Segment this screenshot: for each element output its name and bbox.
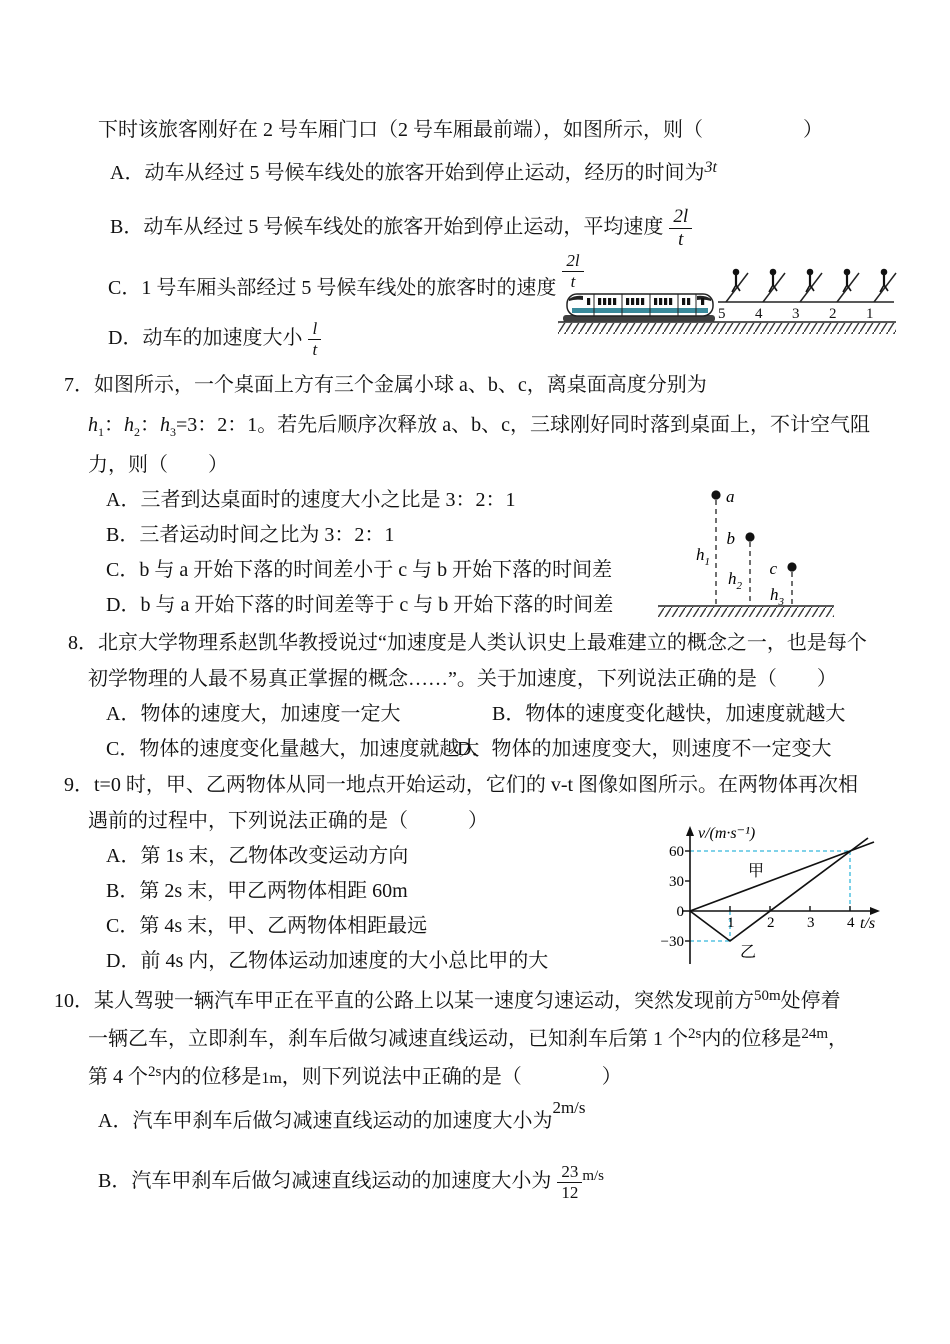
platform-number: 2: [829, 306, 837, 322]
ball-b: [745, 532, 754, 541]
q8-stem-line2: 初学物理的人最不易真正掌握的概念……”。关于加速度，下列说法正确的是（ ）: [88, 668, 837, 690]
q9-option-b: B．第 2s 末，甲乙两物体相距 60m: [106, 880, 408, 902]
q10-option-a-value: 2m/s: [552, 1098, 586, 1117]
q7-option-b: B．三者运动时间之比为 3：2：1: [106, 524, 395, 546]
q10-option-b-fraction: $\frac{23}{12}$: [557, 1163, 582, 1202]
vt-graph: [636, 816, 888, 970]
q6-option-b: [110, 207, 692, 250]
q10-option-b-unit: m/s: [582, 1167, 605, 1184]
q7-option-c: C．b 与 a 开始下落的时间差小于 c 与 b 开始下落的时间差: [106, 559, 613, 581]
ytick-neg30: −30: [660, 934, 684, 950]
q6-option-c: [108, 251, 584, 309]
height-dashed-lines: [716, 500, 792, 606]
platform-numbers: [718, 306, 874, 322]
q9-option-c: C．第 4s 末，甲、乙两物体相距最远: [106, 915, 428, 937]
q10-1m: 1m: [261, 1070, 282, 1087]
q9-stem-line2: 遇前的过程中，下列说法正确的是（ ）: [88, 810, 488, 832]
q9-stem-line1: 9．t=0 时，甲、乙两物体从同一地点开始运动，它们的 v-t 图像如图所示。在两物体再次相: [64, 774, 859, 796]
q7-option-d: D．b 与 a 开始下落的时间差等于 c 与 b 开始下落的时间差: [106, 594, 614, 616]
ball-c-label: c: [769, 559, 777, 578]
q10-stem-line2: 一辆乙车，立即刹车，刹车后做匀减速直线运动，已知刹车后第 1 个$^{2s}$内的位移是$^{24m}$，: [88, 1026, 849, 1050]
ball-a-label: a: [726, 487, 735, 506]
q7-option-a: A．三者到达桌面时的速度大小之比是 3：2：1: [106, 489, 516, 511]
xtick-4: 4: [847, 915, 855, 931]
q6-option-d: [108, 320, 321, 359]
y-axis-arrow: [686, 826, 694, 836]
series-yi-label: 乙: [740, 944, 757, 961]
q6-option-b-fraction: $\frac{2l}{t}$: [669, 207, 692, 250]
xtick-2: 2: [767, 915, 775, 931]
platform-number: 3: [792, 306, 800, 322]
q6-option-a-text: A．动车从经过 5 号候车线处的旅客开始到停止运动，经历的时间为: [110, 162, 705, 184]
xtick-1: 1: [727, 915, 735, 931]
q7-stem-line3: 力，则（ ）: [88, 454, 228, 476]
series-jia-line: [690, 842, 874, 911]
platform-number: 1: [866, 306, 874, 322]
q9-option-a: A．第 1s 末，乙物体改变运动方向: [106, 845, 409, 867]
q6-option-b-text: B．动车从经过 5 号候车线处的旅客开始到停止运动，平均速度: [110, 216, 664, 239]
platform-number: 4: [755, 306, 763, 322]
q10-option-b: B．汽车甲刹车后做匀减速直线运动的加速度大小为 $\frac{23}{12}$ $^{m/s}$: [98, 1162, 605, 1202]
q10-2s-a: 2s: [688, 1026, 702, 1042]
falling-balls-diagram: [650, 476, 842, 628]
train-stripe: [572, 308, 708, 313]
q10-24m: 24m: [801, 1026, 829, 1042]
q6-option-d-text: D．动车的加速度大小: [108, 326, 303, 349]
q6-stem: 下时该旅客刚好在 2 号车厢门口（2 号车厢最前端），如图所示，则（ ）: [98, 119, 823, 141]
q8-stem-line1: 8．北京大学物理系赵凯华教授说过“加速度是人类认识史上最难建立的概念之一，也是每个: [68, 632, 867, 654]
ytick-60: 60: [669, 844, 684, 860]
h3-label: $h_3$: [770, 585, 784, 608]
q8-option-d: D．物体的加速度变大，则速度不一定变大: [457, 738, 832, 760]
q9-option-d: D．前 4s 内，乙物体运动加速度的大小总比甲的大: [106, 950, 549, 972]
xtick-3: 3: [807, 915, 815, 931]
table-hatch: [658, 607, 834, 617]
q6-option-a: [110, 160, 717, 188]
q10-option-a: A．汽车甲刹车后做匀减速直线运动的加速度大小为$^{2m/s}$: [98, 1098, 586, 1132]
ytick-30: 30: [669, 874, 684, 890]
q10-2s-b: 2s: [148, 1064, 162, 1080]
ground-hatch: [558, 323, 896, 334]
h1-label: $h_1$: [696, 545, 710, 568]
q10-stem-line1: 10．某人驾驶一辆汽车甲正在平直的公路上以某一速度匀速运动，突然发现前方$^{50m}$处停着: [54, 988, 841, 1012]
q6-option-d-fraction: $\frac{l}{t}$: [308, 320, 321, 359]
h2-label: $h_2$: [728, 569, 742, 592]
ball-a: [711, 490, 720, 499]
q8-option-c: C．物体的速度变化量越大，加速度就越大: [106, 738, 480, 760]
platform-number: 5: [718, 306, 726, 322]
ball-c: [787, 562, 796, 571]
ytick-0: 0: [676, 904, 684, 920]
q7-stem-line1: 7．如图所示，一个桌面上方有三个金属小球 a、b、c，离桌面高度分别为: [64, 374, 707, 396]
q6-option-c-fraction: $\frac{2l}{t}$: [562, 252, 583, 291]
ball-b-label: b: [726, 529, 735, 548]
q7-stem-line2: $h_1$：$h_2$：$h_3=3$：2：1。若先后顺序次释放 a、b、c，三球刚好同时落到桌面上，不计空气阻: [88, 414, 871, 439]
x-axis-arrow: [870, 907, 880, 915]
x-axis-label: t/s: [860, 915, 876, 932]
series-jia-label: 甲: [748, 863, 765, 880]
q6-option-c-text: C．1 号车厢头部经过 5 号候车线处的旅客时的速度: [108, 276, 557, 299]
q6-option-a-formula: 3t: [704, 159, 717, 176]
train-platform-diagram: [552, 266, 900, 340]
q8-option-b: B．物体的速度变化越快，加速度就越大: [492, 703, 846, 725]
q10-stem-line3: 第 4 个$^{2s}$内的位移是1m，则下列说法中正确的是（ ）: [88, 1064, 622, 1088]
q10-50m: 50m: [754, 988, 781, 1004]
q8-option-a: A．物体的速度大，加速度一定大: [106, 703, 401, 725]
y-axis-label: v/(m·s⁻¹): [698, 825, 756, 842]
